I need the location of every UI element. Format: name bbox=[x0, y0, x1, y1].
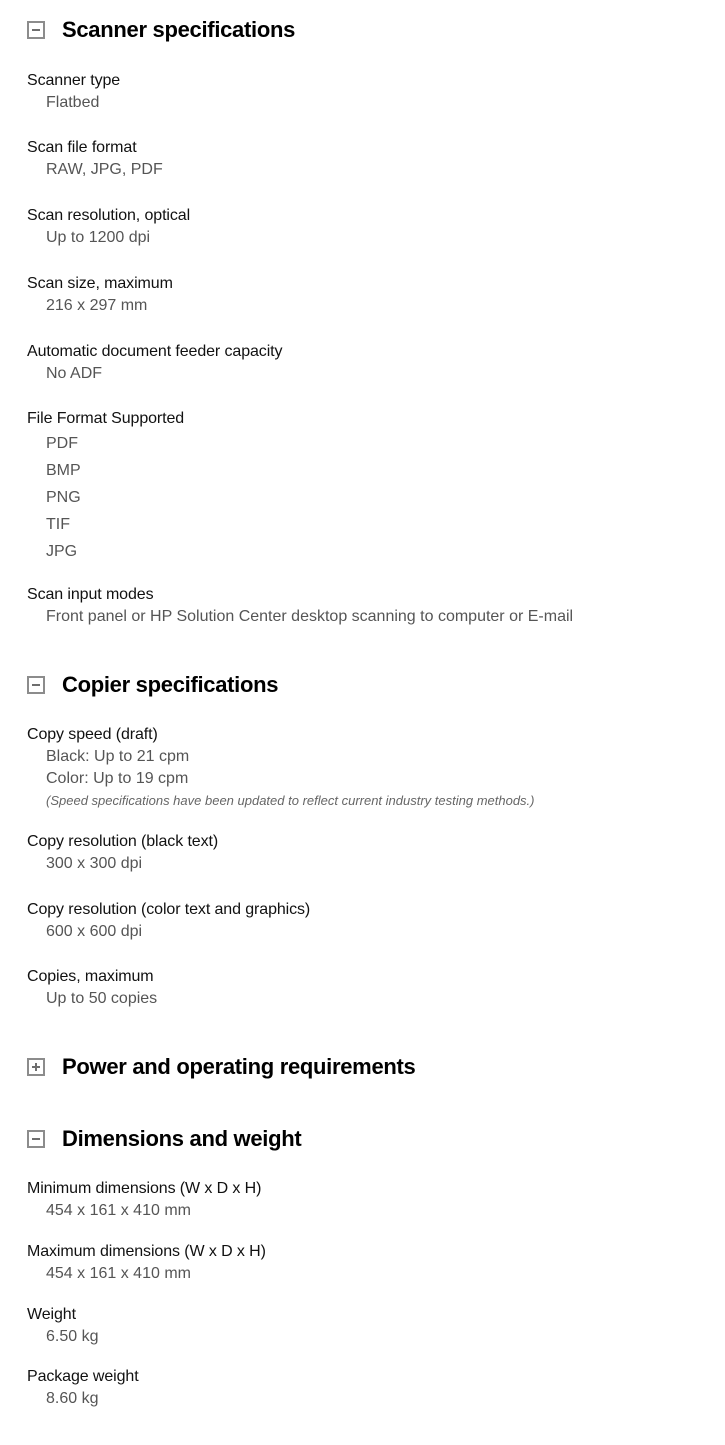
spec-value: Flatbed bbox=[46, 94, 100, 111]
section-toggle-power[interactable] bbox=[27, 1054, 415, 1080]
spec-value: Up to 1200 dpi bbox=[46, 229, 151, 246]
spec-value: No ADF bbox=[46, 365, 103, 382]
spec-label: Copies, maximum bbox=[27, 968, 154, 985]
spec-label: Scan input modes bbox=[27, 586, 154, 603]
spec-label: Scan size, maximum bbox=[27, 275, 173, 292]
spec-copy-res-color bbox=[27, 899, 310, 943]
section-toggle-scanner[interactable] bbox=[27, 17, 295, 43]
section-title: Power and operating requirements bbox=[62, 1054, 416, 1079]
spec-file-format-supported bbox=[27, 408, 184, 565]
spec-value: Color: Up to 19 cpm bbox=[46, 770, 189, 787]
spec-value: BMP bbox=[46, 462, 81, 479]
spec-value: JPG bbox=[46, 543, 78, 560]
plus-icon[interactable] bbox=[27, 1058, 45, 1076]
spec-label: Maximum dimensions (W x D x H) bbox=[27, 1243, 266, 1260]
spec-max-dimensions bbox=[27, 1241, 266, 1285]
spec-label: Minimum dimensions (W x D x H) bbox=[27, 1180, 262, 1197]
spec-value: 454 x 161 x 410 mm bbox=[46, 1202, 191, 1219]
section-title: Scanner specifications bbox=[62, 17, 296, 42]
spec-label: File Format Supported bbox=[27, 410, 185, 427]
spec-label: Scan file format bbox=[27, 139, 137, 156]
spec-value: Black: Up to 21 cpm bbox=[46, 748, 190, 765]
spec-weight bbox=[27, 1304, 98, 1348]
spec-scan-size bbox=[27, 273, 173, 317]
section-toggle-dimensions[interactable] bbox=[27, 1126, 301, 1152]
spec-copies-max bbox=[27, 966, 157, 1010]
section-toggle-copier[interactable] bbox=[27, 672, 278, 698]
minus-icon[interactable] bbox=[27, 1130, 45, 1148]
spec-value: 454 x 161 x 410 mm bbox=[46, 1265, 191, 1282]
section-title: Copier specifications bbox=[62, 672, 279, 697]
spec-adf-capacity bbox=[27, 341, 282, 385]
spec-value: 6.50 kg bbox=[46, 1328, 99, 1345]
spec-value: 8.60 kg bbox=[46, 1390, 99, 1407]
spec-min-dimensions bbox=[27, 1178, 261, 1222]
spec-label: Copy resolution (black text) bbox=[27, 833, 219, 850]
spec-value: Front panel or HP Solution Center desktop scanning to computer or E-mail bbox=[46, 608, 574, 625]
spec-copy-speed bbox=[27, 724, 535, 812]
spec-value: RAW, JPG, PDF bbox=[46, 161, 163, 178]
spec-label: Copy speed (draft) bbox=[27, 726, 158, 743]
section-title: Dimensions and weight bbox=[62, 1126, 302, 1151]
spec-value: 300 x 300 dpi bbox=[46, 855, 143, 872]
spec-value: 216 x 297 mm bbox=[46, 297, 148, 314]
spec-label: Scanner type bbox=[27, 72, 121, 89]
spec-scan-input-modes bbox=[27, 584, 573, 628]
minus-icon[interactable] bbox=[27, 21, 45, 39]
spec-value: PDF bbox=[46, 435, 78, 452]
spec-label: Copy resolution (color text and graphics) bbox=[27, 901, 311, 918]
spec-value: PNG bbox=[46, 489, 81, 506]
spec-scanner-type bbox=[27, 70, 120, 114]
spec-value: 600 x 600 dpi bbox=[46, 923, 143, 940]
spec-scan-resolution bbox=[27, 205, 190, 249]
spec-label: Scan resolution, optical bbox=[27, 207, 191, 224]
spec-copy-res-black bbox=[27, 831, 218, 875]
minus-icon[interactable] bbox=[27, 676, 45, 694]
spec-note: (Speed specifications have been updated to reflect current industry testing methods.) bbox=[46, 793, 535, 808]
spec-scan-file-format bbox=[27, 137, 163, 181]
spec-label: Weight bbox=[27, 1306, 76, 1323]
spec-value: Up to 50 copies bbox=[46, 990, 158, 1007]
spec-label: Automatic document feeder capacity bbox=[27, 343, 283, 360]
spec-value: TIF bbox=[46, 516, 70, 533]
spec-label: Package weight bbox=[27, 1368, 139, 1385]
spec-package-weight bbox=[27, 1366, 139, 1410]
